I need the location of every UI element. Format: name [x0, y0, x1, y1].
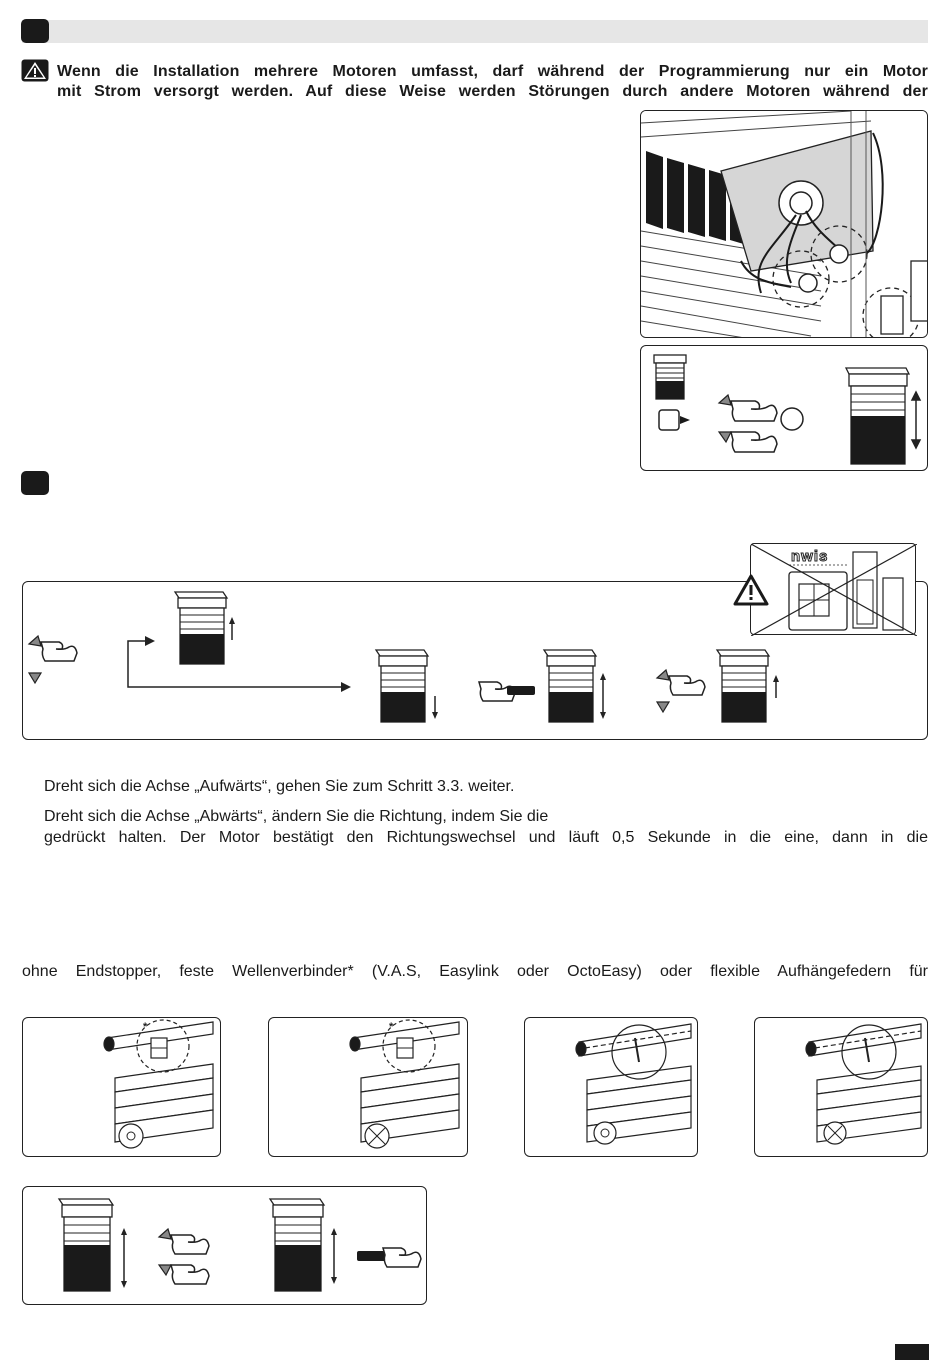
accessories-text: ohne Endstopper, feste Wellenverbinder* (V.A.S, Easylink oder OctoEasy) oder flexible Aufhängefedern für [22, 963, 928, 980]
direction-hold-text: gedrückt halten. Der Motor bestätigt den Richtungswechsel und läuft 0,5 Sekunde in die eine, dann in die [44, 829, 928, 846]
shutter-reverse-icon [544, 650, 606, 722]
hand-press-icon [357, 1248, 421, 1267]
power-on-drawing [641, 346, 929, 472]
section-header-bar [22, 20, 928, 43]
small-shutter-icon [654, 355, 686, 399]
wiring-illustration [640, 110, 928, 338]
direction-up-text: Dreht sich die Achse „Aufwärts“, gehen Sie zum Schritt 3.3. weiter. [44, 778, 515, 795]
roller-shutter-icon [846, 368, 909, 464]
arrow-down-icon [29, 673, 41, 683]
remote-crossed-drawing [751, 544, 917, 636]
warning-paragraph [57, 62, 928, 102]
hand-down-icon [719, 432, 777, 452]
shutter-final-icon [717, 650, 779, 722]
accessory-figure-1 [22, 1017, 221, 1157]
shutter-down-icon [376, 650, 438, 722]
warning-triangle-icon [21, 59, 49, 82]
limit-setting-illustration [22, 1186, 427, 1305]
accessory-figure-4 [754, 1017, 928, 1157]
accessory-figure-3 [524, 1017, 698, 1157]
shutter-up-icon [175, 592, 235, 664]
brand-label: nwis [791, 548, 829, 565]
arrow-down-icon [657, 702, 669, 712]
hand-up-icon [159, 1229, 209, 1254]
double-arrow-icon [912, 392, 920, 448]
hand-up-icon [657, 670, 705, 695]
step-badge-1 [21, 19, 49, 43]
hand-up-icon [29, 636, 77, 661]
direction-down-text: Dreht sich die Achse „Abwärts“, ändern Sie die Richtung, indem Sie die [44, 808, 549, 825]
motor-wiring-drawing [641, 111, 928, 338]
asterisk-mark-1: * [143, 1021, 148, 1033]
warning-triangle-icon [733, 574, 769, 606]
remote-warning-box [750, 543, 916, 635]
warning-line-2: mit Strom versorgt werden. Auf diese Weise werden Störungen durch andere Motoren während der [57, 83, 928, 100]
accessory-figure-2 [268, 1017, 468, 1157]
warning-line-1: Wenn die Installation mehrere Motoren umfasst, darf während der Programmierung nur ein Motor [57, 63, 928, 80]
step-badge-2 [21, 471, 49, 495]
hand-up-icon [719, 395, 777, 421]
page-number-tab [895, 1344, 929, 1360]
roller-shutter-icon [59, 1199, 127, 1291]
hand-press-icon [479, 682, 535, 701]
power-on-illustration [640, 345, 928, 471]
hand-down-icon [159, 1265, 209, 1284]
asterisk-mark-2: * [389, 1021, 394, 1033]
roller-shutter-icon [270, 1199, 337, 1291]
